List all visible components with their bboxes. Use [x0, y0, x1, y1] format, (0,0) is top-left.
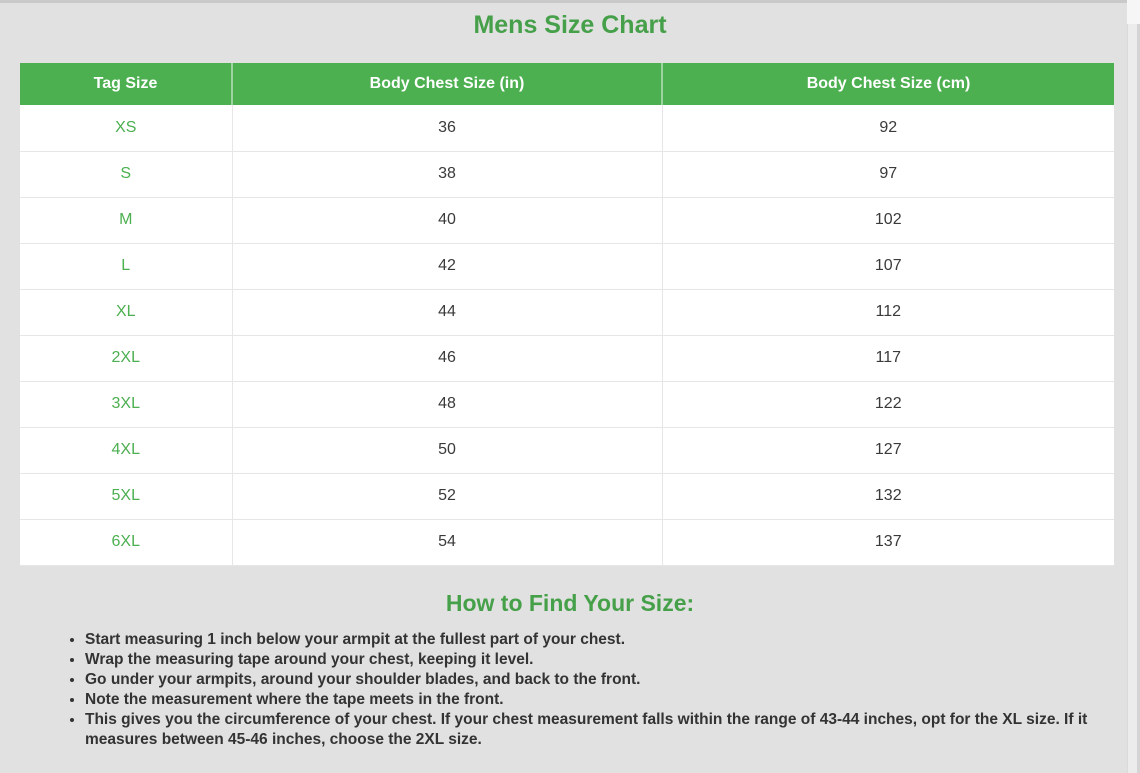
- column-header-chest-in: Body Chest Size (in): [232, 63, 662, 105]
- chest-in-cell: 42: [232, 243, 662, 289]
- table-row: [20, 381, 1114, 427]
- chest-in-cell: 36: [232, 105, 662, 151]
- how-to-step: • Note the measurement where the tape meets in the front.: [85, 690, 1095, 710]
- chest-in-cell: 52: [232, 473, 662, 519]
- chest-cm-cell: 92: [662, 105, 1114, 151]
- tag-size-cell: XS: [20, 105, 232, 151]
- chest-cm-cell: 117: [662, 335, 1114, 381]
- column-header-chest-cm: Body Chest Size (cm): [662, 63, 1114, 105]
- table-row: [20, 243, 1114, 289]
- tag-size-cell: M: [20, 197, 232, 243]
- chest-cm-cell: 127: [662, 427, 1114, 473]
- chest-cm-cell: 97: [662, 151, 1114, 197]
- table-row: [20, 289, 1114, 335]
- how-to-heading: How to Find Your Size:: [445, 589, 695, 616]
- chest-in-cell: 44: [232, 289, 662, 335]
- table-row: [20, 197, 1114, 243]
- chest-cm-cell: 102: [662, 197, 1114, 243]
- table-row: [20, 473, 1114, 519]
- column-header-tag-size: Tag Size: [20, 63, 232, 105]
- window-top-border: [0, 0, 1140, 3]
- chest-cm-cell: 107: [662, 243, 1114, 289]
- tag-size-cell: S: [20, 151, 232, 197]
- table-row: [20, 151, 1114, 197]
- table-row: [20, 335, 1114, 381]
- how-to-step: • Wrap the measuring tape around your chest, keeping it level.: [85, 650, 1095, 670]
- chest-in-cell: 50: [232, 427, 662, 473]
- chest-in-cell: 38: [232, 151, 662, 197]
- chest-cm-cell: 132: [662, 473, 1114, 519]
- scrollbar-top-button[interactable]: [1127, 0, 1140, 24]
- chest-in-cell: 54: [232, 519, 662, 565]
- chest-in-cell: 46: [232, 335, 662, 381]
- table-row: [20, 427, 1114, 473]
- tag-size-cell: 3XL: [20, 381, 232, 427]
- chest-cm-cell: 122: [662, 381, 1114, 427]
- table-row: [20, 105, 1114, 151]
- chest-cm-cell: 137: [662, 519, 1114, 565]
- chest-in-cell: 48: [232, 381, 662, 427]
- table-row: [20, 519, 1114, 565]
- how-to-step: • This gives you the circumference of your chest. If your chest measurement falls within the range of 43-44 inches, opt for the XL size. If it measures between 45-46 inches, choose the 2XL size.: [85, 710, 1095, 750]
- page-title: Mens Size Chart: [473, 11, 667, 39]
- how-to-list: [0, 630, 1140, 750]
- tag-size-cell: 4XL: [20, 427, 232, 473]
- chest-cm-cell: 112: [662, 289, 1114, 335]
- tag-size-cell: 6XL: [20, 519, 232, 565]
- tag-size-cell: XL: [20, 289, 232, 335]
- tag-size-cell: 5XL: [20, 473, 232, 519]
- scrollbar[interactable]: [1127, 0, 1140, 773]
- how-to-step: • Go under your armpits, around your shoulder blades, and back to the front.: [85, 670, 1095, 690]
- tag-size-cell: 2XL: [20, 335, 232, 381]
- chest-in-cell: 40: [232, 197, 662, 243]
- tag-size-cell: L: [20, 243, 232, 289]
- size-chart-table: [20, 63, 1114, 566]
- table-header-row: [20, 63, 1114, 105]
- how-to-step: • Start measuring 1 inch below your armpit at the fullest part of your chest.: [85, 630, 1095, 650]
